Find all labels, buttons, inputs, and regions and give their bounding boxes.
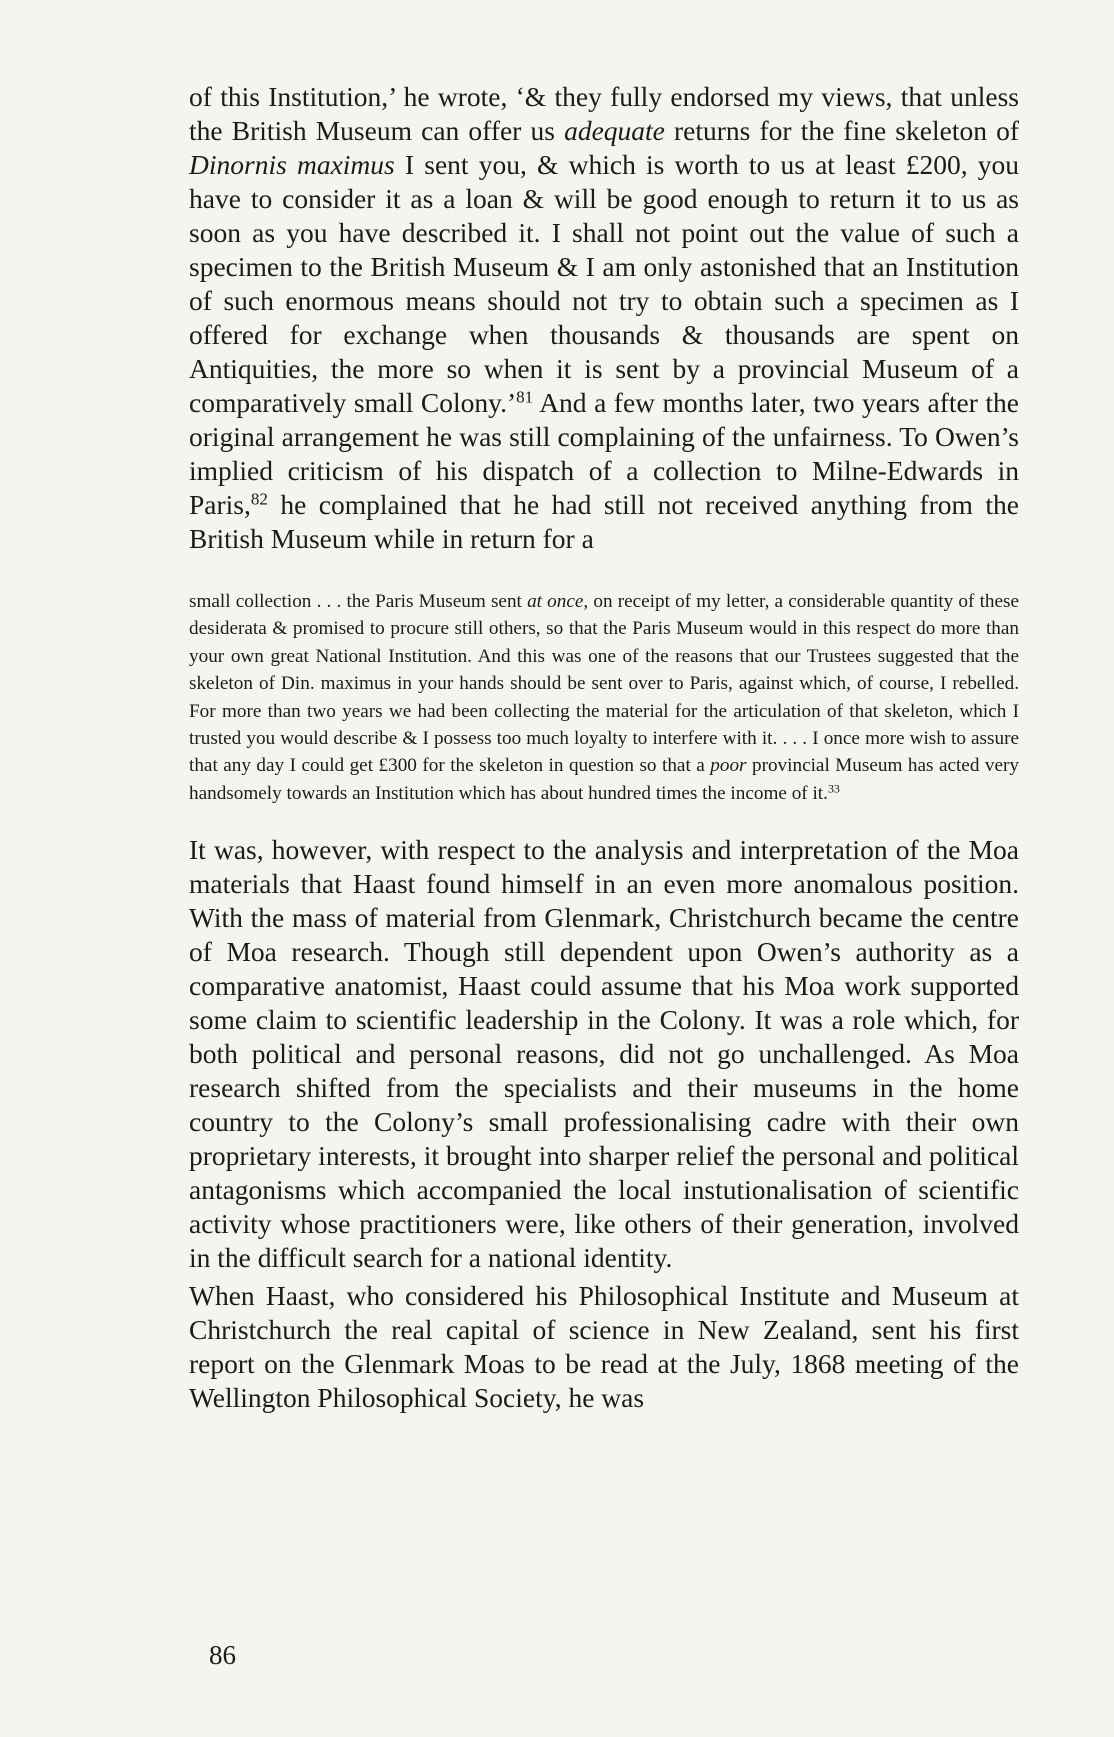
text-segment: on receipt of my letter, a considerable quantity of these desiderata & promised to procure still others, so that the Paris Museum would in this respect do more than your own great National Institution. And this was one of the reasons that our Trustees suggested that the skeleton of Din. maximus in your hands should be sent over to Paris, against which, of course, I rebelled. For more than two years we had been collecting the material for the articulation of that skeleton, which I trusted you would describe & I possess too much loyalty to interfere with it. . . . I once more wish to assure that any day I could get £300 for the skeleton in question so that a: [189, 591, 1020, 777]
text-segment: It was, however, with respect to the analysis and interpretation of the Moa materials that Haast found himself in an even more anomalous position. With the mass of material from Glenmark, Christchurch became the centre of Moa research. Though still dependent upon Owen’s authority as a comparative anatomist, Haast could assume that his Moa work supported some claim to scientific leadership in the Colony. It was a role which, for both political and personal reasons, did not go unchallenged. As Moa research shifted from the specialists and their museums in the home country to the Colony’s small professionalising cadre with their own proprietary interests, it brought into sharper relief the personal and political antagonisms which accompanied the local instutionalisation of scientific activity whose practitioners were, like others of their generation, involved in the difficult search for a national identity.: [189, 834, 1019, 1274]
italic-text: at once,: [527, 591, 589, 612]
paragraph-1: [189, 80, 1019, 556]
text-segment: When Haast, who considered his Philosophical Institute and Museum at Christchurch the real capital of science in New Zealand, sent his first report on the Glenmark Moas to be read at the July, 1868 meeting of the Wellington Philosophical Society, he was: [189, 1280, 1019, 1414]
paragraph-3: [189, 1279, 1019, 1415]
page-number: 86: [209, 1640, 236, 1670]
block-quote: [189, 588, 1019, 807]
paragraph-2: [189, 833, 1019, 1275]
text-segment: of this Institution,’ he wrote, ‘& they fully endorsed my views, that unless the British Museum can offer us: [189, 81, 1019, 146]
text-segment: I sent you, & which is worth to us at least £200, you have to consider it as a loan & will be good enough to return it to us as soon as you have described it. I shall not point out the value of such a specimen to the British Museum & I am only astonished that an Institution of such enormous means should not try to obtain such a specimen as I offered for exchange when thousands & thousands are spent on Antiquities, the more so when it is sent by a provincial Museum of a comparatively small Colony.’: [189, 149, 1019, 418]
text-segment: And a few months later, two years after the original arrangement he was still complaining of the unfairness. To Owen’s implied criticism of his dispatch of a collection to Milne-Edwards in Paris,: [189, 387, 1019, 520]
text-segment: he complained that he had still not received anything from the British Museum while in return for a: [189, 489, 1019, 554]
italic-text: Dinornis maximus: [189, 149, 395, 180]
text-segment: small collection . . . the Paris Museum sent: [189, 591, 528, 612]
footnote-ref: 82: [250, 489, 268, 509]
italic-text: adequate: [564, 115, 665, 146]
text-segment: returns for the fine skeleton of: [664, 115, 1019, 146]
text-segment: provincial Museum has acted very handsomely towards an Institution which has about hundred times the income of it.: [189, 755, 1019, 804]
book-page: [189, 80, 1019, 1415]
footnote-ref: 81: [516, 387, 534, 407]
italic-text: poor: [710, 755, 747, 777]
footnote-ref: 33: [827, 781, 840, 796]
